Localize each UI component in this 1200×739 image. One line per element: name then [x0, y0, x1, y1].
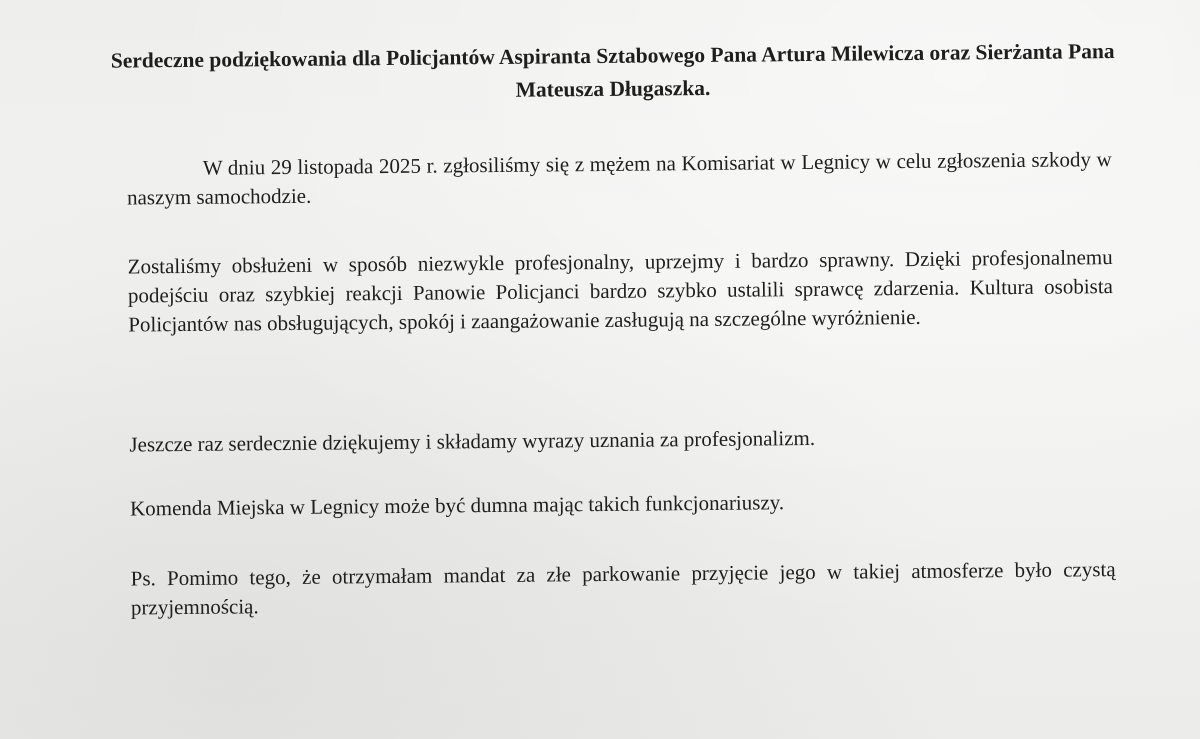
paragraph-postscript: Ps. Pomimo tego, że otrzymałam mandat za złe parkowanie przyjęcie jego w takiej atmosferze było czystą przyjemnością. [130, 557, 1116, 620]
paragraph-service: Zostaliśmy obsłużeni w sposób niezwykle profesjonalny, uprzejmy i bardzo sprawny. Dzięki profesjonalnemu podejściu oraz szybkiej reakcji Panowie Policjanci bardzo szybko ustalili sprawcę zdarzenia. Kultura osobista Policjantów nas obsługujących, spokój i zaangażowanie zasługują na szczególne wyróżnienie. [127, 245, 1114, 337]
letter-title: Serdeczne podziękowania dla Policjantów Aspiranta Sztabowego Pana Artura Milewicza oraz Sierżanta Pana Mateusza Długaszka. [110, 39, 1115, 102]
paragraph-command: Komenda Miejska w Legnicy może być dumna mając takich funkcjonariuszy. [129, 490, 785, 521]
paragraph-thanks: Jeszcze raz serdecznie dziękujemy i składamy wyrazy uznania za profesjonalizm. [129, 425, 816, 457]
paragraph-incident: W dniu 29 listopada 2025 r. zgłosiliśmy się z mężem na Komisariat w Legnicy w celu zgłoszenia szkody w naszym samochodzie. [126, 147, 1112, 210]
